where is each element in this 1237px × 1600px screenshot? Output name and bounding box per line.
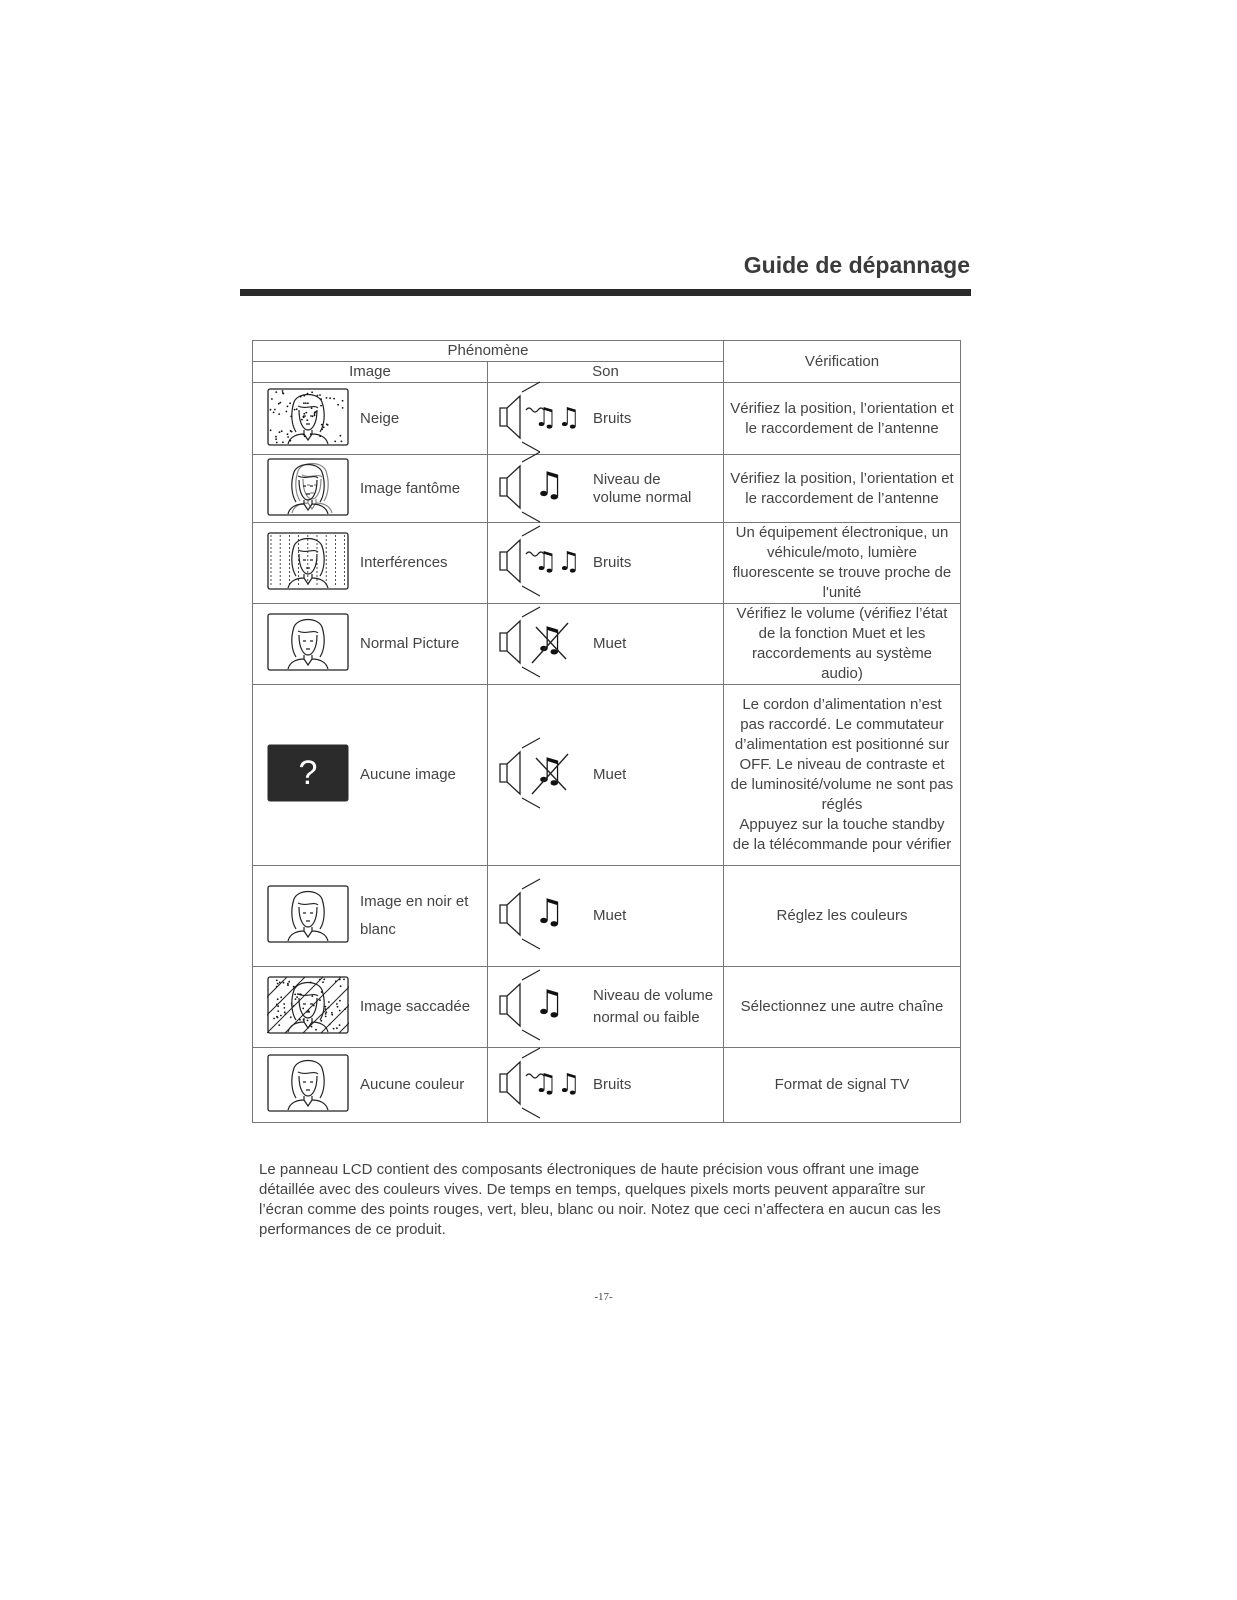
verification-cell: Réglez les couleurs <box>724 866 961 967</box>
sound-cell <box>488 685 724 866</box>
table-row <box>253 685 961 866</box>
svg-text:♫: ♫ <box>534 620 565 660</box>
svg-text:♫: ♫ <box>534 983 565 1023</box>
header-verification: Vérification <box>724 341 961 383</box>
normal-screen-icon <box>267 885 349 947</box>
svg-text:♫♫: ♫♫ <box>534 547 580 577</box>
noisy-sound-icon <box>496 1046 580 1124</box>
sound-label: Bruits <box>593 1076 632 1093</box>
sound-cell <box>488 866 724 967</box>
svg-text:♫: ♫ <box>534 464 565 505</box>
image-label: Interférences <box>360 554 448 571</box>
sound-cell <box>488 1048 724 1123</box>
image-cell <box>253 455 488 523</box>
image-label: Neige <box>360 409 400 427</box>
noisy-sound-icon <box>496 380 580 458</box>
image-cell <box>253 1048 488 1123</box>
verification-cell: Vérifiez la position, l’orientation et le raccordement de l’antenne <box>724 455 961 523</box>
sound-cell <box>488 383 724 455</box>
header-phenomene: Phénomène <box>253 341 724 362</box>
sound-label: Muet <box>593 907 627 924</box>
jerky-screen-icon <box>267 976 349 1038</box>
sound-label: Niveau de volume normal <box>593 470 692 506</box>
sound-cell <box>488 967 724 1048</box>
table-row <box>253 455 961 523</box>
ghost-screen-icon <box>267 458 349 520</box>
image-label: Aucune image <box>360 766 456 783</box>
sound-cell <box>488 455 724 523</box>
image-cell <box>253 967 488 1048</box>
sound-label: Muet <box>593 635 627 652</box>
normal-sound-icon <box>496 877 580 955</box>
table-row <box>253 967 961 1048</box>
verification-cell: Un équipement électronique, un véhicule/moto, lumière fluorescente se trouve proche de l'unité <box>724 523 961 604</box>
muted-sound-icon <box>496 605 580 683</box>
table-row <box>253 1048 961 1123</box>
normal-screen-icon <box>267 1054 349 1116</box>
normal-sound-icon <box>496 450 580 528</box>
verification-cell: Format de signal TV <box>724 1048 961 1123</box>
image-cell <box>253 604 488 685</box>
verification-cell: Sélectionnez une autre chaîne <box>724 967 961 1048</box>
table-row <box>253 523 961 604</box>
interference-screen-icon <box>267 532 349 594</box>
sound-label: Niveau de volume normal ou faible <box>593 987 714 1026</box>
no-image-screen-icon <box>267 744 349 806</box>
muted-sound-icon <box>496 736 580 814</box>
sound-cell <box>488 604 724 685</box>
title-rule <box>240 289 971 296</box>
header-image: Image <box>253 362 488 383</box>
lcd-note: Le panneau LCD contient des composants électroniques de haute précision vous offrant une image détaillée avec des couleurs vives. De temps en temps, quelques pixels morts peuvent apparaître sur l’écran comme des points rouges, vert, bleu, blanc ou noir. Notez que ceci n’affectera en aucun cas les performances de ce produit. <box>259 1161 941 1238</box>
normal-sound-icon <box>496 968 580 1046</box>
image-cell <box>253 866 488 967</box>
header-son: Son <box>488 362 724 383</box>
sound-cell <box>488 523 724 604</box>
sound-label: Bruits <box>593 409 632 427</box>
image-label: Normal Picture <box>360 635 460 652</box>
snow-screen-icon <box>267 388 349 450</box>
image-cell <box>253 383 488 455</box>
table-row <box>253 604 961 685</box>
image-cell <box>253 523 488 604</box>
image-label: Aucune couleur <box>360 1076 465 1093</box>
svg-text:♫: ♫ <box>534 751 565 791</box>
svg-text:?: ? <box>298 754 318 792</box>
header-row-1 <box>253 341 961 362</box>
troubleshooting-table <box>252 340 961 1123</box>
normal-screen-icon <box>267 613 349 675</box>
sound-label: Bruits <box>593 554 632 571</box>
image-label: Image fantôme <box>360 479 461 497</box>
svg-text:♫: ♫ <box>534 892 565 932</box>
noisy-sound-icon <box>496 524 580 602</box>
svg-text:♫♫: ♫♫ <box>534 1069 580 1099</box>
svg-text:♫♫: ♫♫ <box>534 402 580 433</box>
verification-cell: Vérifiez le volume (vérifiez l’état de la fonction Muet et les raccordements au système audio) <box>724 604 961 685</box>
sound-label: Muet <box>593 766 627 783</box>
table-row <box>253 383 961 455</box>
table-row <box>253 866 961 967</box>
image-cell <box>253 685 488 866</box>
page-title: Guide de dépannage <box>743 252 970 278</box>
verification-cell: Le cordon d’alimentation n’est pas raccordé. Le commutateur d’alimentation est positionné sur OFF. Le niveau de contraste et de luminosité/volume ne sont pas réglés Appuyez sur la touche standby de la télécommande pour vérifier <box>724 685 961 866</box>
image-label: Image en noir et blanc <box>360 893 469 938</box>
page-number: -17- <box>594 1291 613 1303</box>
verification-cell: Vérifiez la position, l’orientation et le raccordement de l’antenne <box>724 383 961 455</box>
image-label: Image saccadée <box>360 998 471 1015</box>
